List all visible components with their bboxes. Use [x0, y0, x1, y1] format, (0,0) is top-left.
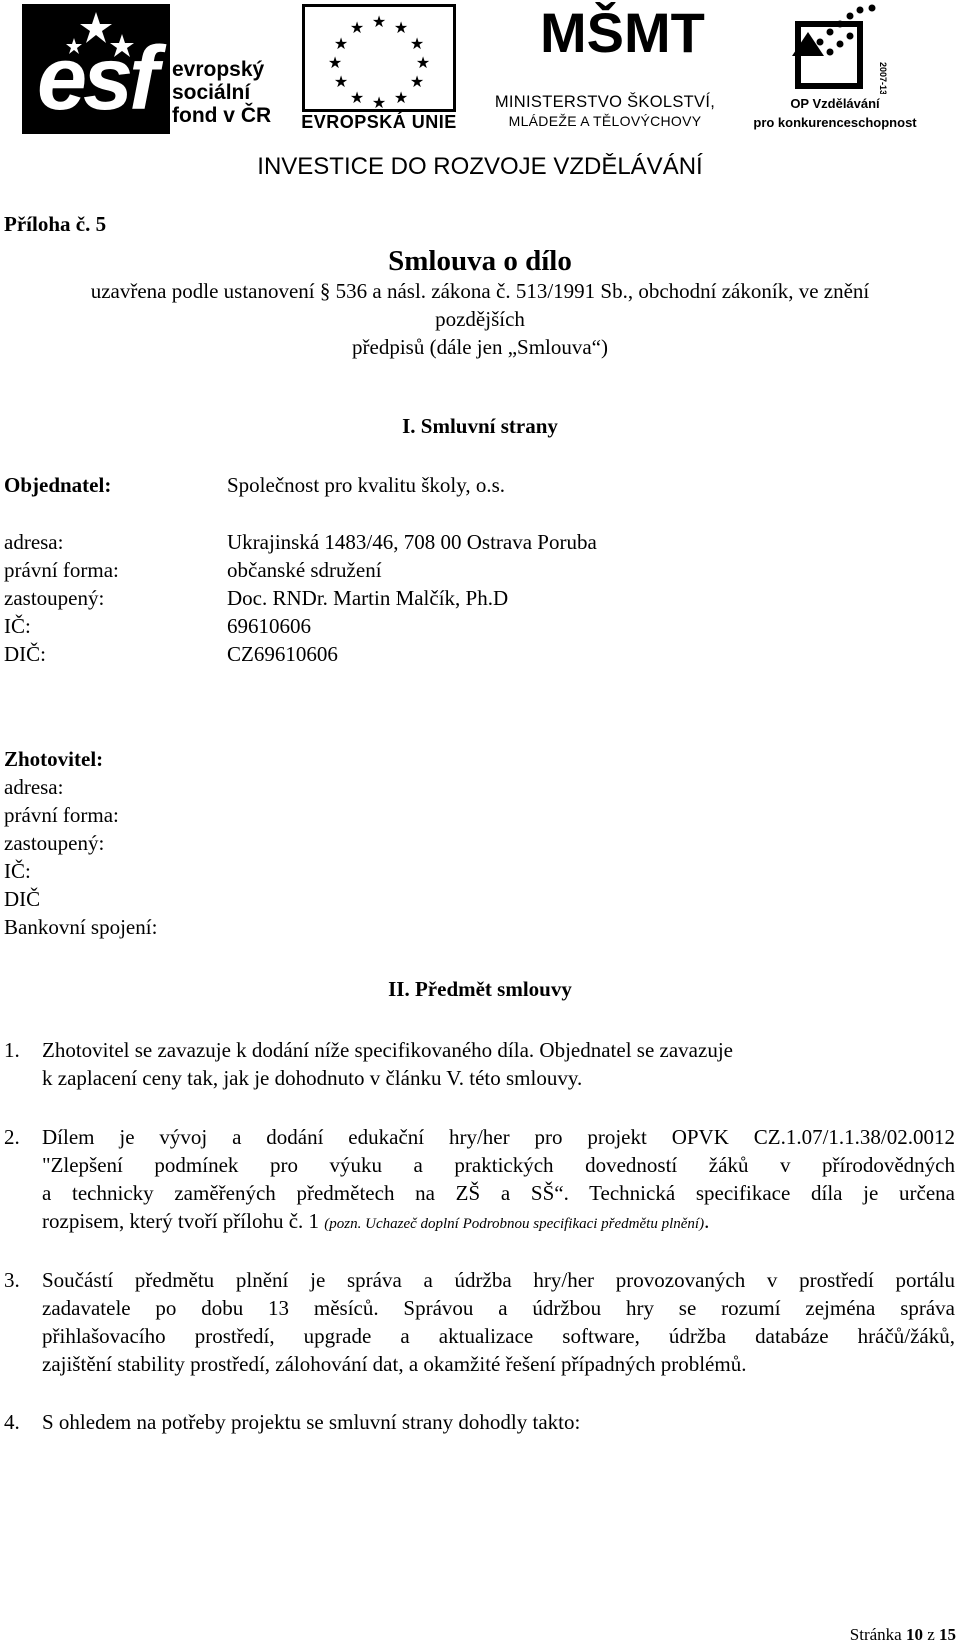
list-item-line: Součástí předmětu plnění je správa a údržba hry/her provozovaných v prostředí portálu — [42, 1268, 955, 1292]
objednatel-field-label: adresa: — [4, 530, 64, 554]
esf-text-line-1: evropský — [172, 58, 265, 81]
zhotovitel-label: Zhotovitel: — [4, 747, 104, 771]
objednatel-field-value: Doc. RNDr. Martin Malčík, Ph.D — [227, 586, 509, 610]
list-item-line: S ohledem na potřeby projektu se smluvní strany dohodly takto: — [42, 1410, 581, 1434]
svg-text:★: ★ — [371, 14, 387, 31]
list-item-line: Zhotovitel se zavazuje k dodání níže specifikovaného díla. Objednatel se zavazuje — [42, 1038, 733, 1062]
list-item-line: zadavatele po dobu 13 měsíců. Správou a údržbou hry se rozumí zejména správa — [42, 1296, 955, 1320]
op-logo — [790, 2, 900, 94]
list-number: 3. — [4, 1268, 20, 1292]
op-line-2: pro konkurenceschopnost — [753, 115, 917, 130]
svg-text:★: ★ — [393, 90, 409, 107]
svg-text:★: ★ — [371, 95, 387, 109]
esf-logo — [22, 4, 170, 134]
footer-total-pages: 15 — [939, 1625, 956, 1644]
objednatel-field-value: CZ69610606 — [227, 642, 338, 666]
objednatel-field-label: IČ: — [4, 614, 31, 638]
svg-text:★: ★ — [409, 36, 425, 53]
zhotovitel-field-label: IČ: — [4, 859, 31, 883]
svg-text:★: ★ — [333, 36, 349, 53]
list-item-line: rozpisem, který tvoří přílohu č. 1 — [42, 1209, 320, 1233]
op-dots-arrow-icon — [790, 2, 900, 94]
subtitle-line-3: předpisů (dále jen „Smlouva“) — [352, 335, 608, 359]
objednatel-name: Společnost pro kvalitu školy, o.s. — [227, 473, 506, 497]
esf-text-line-3: fond v ČR — [172, 104, 272, 127]
footer-page-number: 10 — [905, 1625, 923, 1644]
zhotovitel-field-label: zastoupený: — [4, 831, 105, 855]
msmt-line-2: MLÁDEŽE A TĚLOVÝCHOVY — [508, 113, 702, 129]
esf-text-line-2: sociální — [172, 81, 251, 104]
uchazec-note: (pozn. Uchazeč doplní Podrobnou specifikaci předmětu plnění) — [324, 1216, 705, 1232]
footer-prefix: Stránka — [849, 1625, 906, 1644]
svg-text:★: ★ — [415, 55, 431, 72]
eu-stars-icon — [305, 7, 453, 109]
page-footer — [850, 1625, 956, 1645]
svg-text:★: ★ — [327, 55, 343, 72]
zhotovitel-field-label: Bankovní spojení: — [4, 915, 158, 939]
footer-mid: z — [922, 1625, 939, 1644]
objednatel-field-value: Ukrajinská 1483/46, 708 00 Ostrava Poruba — [227, 530, 597, 554]
esf-caption — [172, 58, 292, 127]
msmt-logo: MŠMT — [540, 1, 705, 64]
msmt-line-1: MINISTERSTVO ŠKOLSTVÍ, — [494, 93, 716, 111]
list-item-line: k zaplacení ceny tak, jak je dohodnuto v článku V. této smlouvy. — [42, 1066, 583, 1090]
op-year: 2007-13 — [878, 62, 888, 94]
list-item-line: zajištění stability prostředí, zálohování dat, a okamžité řešení případných problémů. — [42, 1352, 747, 1376]
subtitle-line-1: uzavřena podle ustanovení § 536 a násl. zákona č. 513/1991 Sb., obchodní zákoník, ve znění — [90, 279, 870, 303]
svg-text:★: ★ — [349, 90, 365, 107]
section-heading-2: II. Předmět smlouvy — [388, 977, 572, 1001]
subtitle-line-2: pozdějších — [435, 307, 525, 331]
eu-label: EVROPSKÁ UNIE — [301, 112, 457, 132]
investice-banner: INVESTICE DO ROZVOJE VZDĚLÁVÁNÍ — [257, 153, 703, 180]
document-title: Smlouva o dílo — [388, 245, 572, 277]
list-number: 2. — [4, 1125, 20, 1149]
list-item-line: přihlašovacího prostředí, upgrade a aktualizace software, údržba databáze hráčů/žáků, — [42, 1324, 955, 1348]
zhotovitel-field-label: právní forma: — [4, 803, 119, 827]
section-heading-1: I. Smluvní strany — [402, 414, 558, 438]
objednatel-field-value: 69610606 — [227, 614, 311, 638]
esf-letters: esf — [36, 29, 156, 129]
op-line-1: OP Vzdělávání — [790, 96, 880, 111]
objednatel-field-value: občanské sdružení — [227, 558, 382, 582]
list-item-line: "Zlepšení podmínek pro výuku a praktických dovedností žáků v přírodovědných — [42, 1153, 955, 1177]
svg-text:★: ★ — [393, 20, 409, 37]
zhotovitel-field-label: adresa: — [4, 775, 64, 799]
list-item-line: a technicky zaměřených předmětech na ZŠ a SŠ“. Technická specifikace díla je určena — [42, 1181, 955, 1205]
objednatel-label: Objednatel: — [4, 473, 112, 497]
svg-text:★: ★ — [349, 20, 365, 37]
eu-flag-logo — [302, 4, 456, 112]
list-item-line-with-note — [42, 1207, 709, 1238]
list-number: 4. — [4, 1410, 20, 1434]
svg-text:★: ★ — [333, 74, 349, 91]
objednatel-field-label: právní forma: — [4, 558, 119, 582]
list-item-line: Dílem je vývoj a dodání edukační hry/her pro projekt OPVK CZ.1.07/1.1.38/02.0012 — [42, 1125, 955, 1149]
priloha-heading: Příloha č. 5 — [4, 212, 107, 236]
list-number: 1. — [4, 1038, 20, 1062]
svg-text:★: ★ — [409, 74, 425, 91]
objednatel-field-label: DIČ: — [4, 642, 46, 666]
zhotovitel-field-label: DIČ — [4, 887, 41, 911]
note-period: . — [704, 1209, 710, 1233]
objednatel-field-label: zastoupený: — [4, 586, 105, 610]
